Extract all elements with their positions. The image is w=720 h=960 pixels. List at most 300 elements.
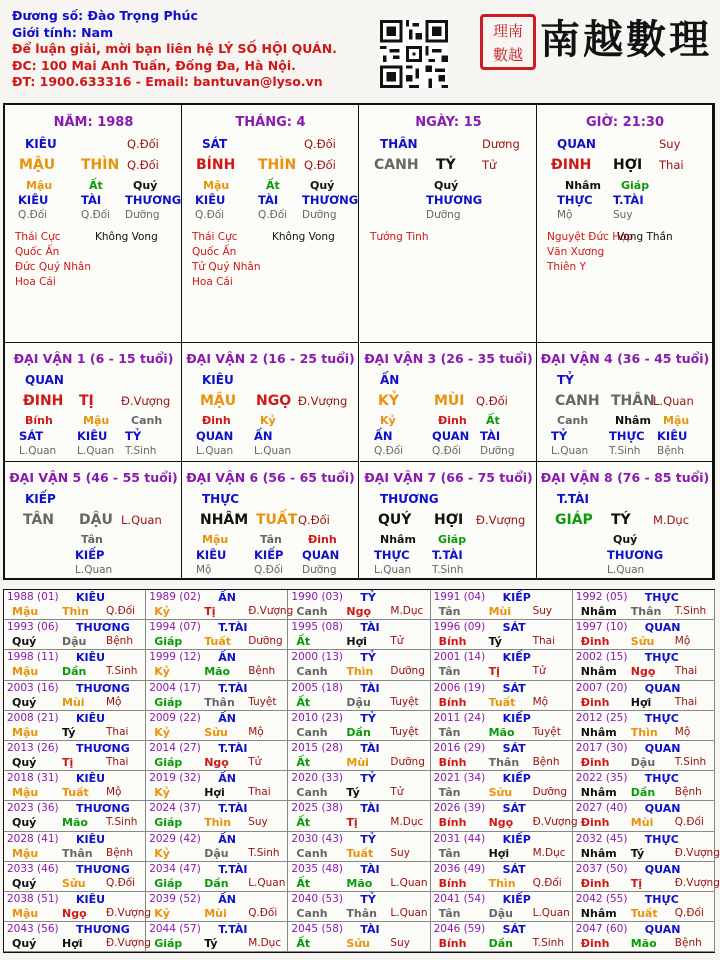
year-stem: Kỷ [154,605,170,618]
year-label: 2021 (34) [433,772,486,785]
year-stem: Canh [296,665,328,679]
year-state: Thai [106,756,129,768]
year-cell [431,711,573,741]
year-state: Tử [248,756,262,768]
hidden-god: TỶ [125,429,142,443]
year-cell [431,922,573,952]
dai-van-cell [5,462,182,580]
year-god: THƯƠNG [76,923,130,937]
dai-van-state: Q.Đối [476,394,508,408]
year-stem: Tân [438,907,461,920]
year-stem: Canh [296,786,328,800]
hidden-state: Dưỡng [426,209,461,221]
year-stem: Tân [438,605,461,618]
year-stem: Đinh [580,816,610,830]
hidden-stem: Quý [434,179,459,192]
pillar-state: Dương [482,137,520,151]
year-cell [288,892,430,922]
year-cell [146,771,288,801]
year-label: 2041 (54) [433,893,486,905]
hidden-state: Bệnh [657,445,684,457]
year-state: Tử [390,786,404,799]
hidden-state: T.Sinh [125,445,157,457]
year-branch: Ngọ [488,816,514,830]
year-state: Suy [390,846,410,859]
brand-logo: 南越數理 [540,16,712,63]
year-branch: Sửu [346,937,370,951]
year-label: 2027 (40) [575,802,628,815]
year-cell [146,590,294,620]
year-stem: Kỷ [154,725,170,739]
year-stem: Kỷ [154,907,170,920]
stem-state: Tử [482,158,497,172]
year-branch: Thìn [346,665,374,679]
year-cell [4,650,146,680]
year-branch: Hợi [62,937,83,951]
hidden-stem: Đinh [202,414,231,427]
year-cell [288,862,430,892]
pillar-title: NGÀY: 15 [415,115,482,130]
year-god: KIẾP [502,591,531,604]
annual-luck-table [3,589,720,953]
year-state: Dưỡng [390,756,425,768]
dai-van-god: KIÊU [202,373,234,387]
year-stem: Canh [296,846,328,860]
year-state: Dưỡng [248,635,283,648]
dai-van-stem: ĐINH [23,393,64,409]
year-god: THỰC [644,893,679,906]
year-state: M.Dục [532,846,566,859]
year-god: KIÊU [76,591,106,604]
hidden-state: L.Quan [374,564,412,576]
auspicious-star: Văn Xương [547,246,605,258]
year-stem: Mậu [12,605,39,618]
year-god: T.TÀI [218,742,248,755]
year-god: THƯƠNG [76,681,130,695]
year-state: M.Dục [390,605,424,617]
year-god: TỶ [360,893,376,906]
hidden-god: THƯƠNG [125,193,182,207]
year-stem: Bính [438,876,467,890]
year-stem: Bính [438,937,467,951]
year-stem: Quý [12,937,37,951]
year-stem: Nhâm [580,907,617,920]
year-cell [146,922,288,952]
year-cell [4,681,146,711]
year-god: QUAN [644,621,681,635]
hidden-stem: Canh [557,414,589,427]
year-branch: Tuất [62,786,89,800]
year-label: 1999 (12) [149,651,201,664]
hidden-god: T.TÀI [432,548,463,562]
year-label: 2044 (57) [149,923,201,936]
year-state: T.Sinh [248,846,280,859]
pillar-cell [182,105,359,343]
year-stem: Nhâm [580,725,617,739]
year-cell [431,832,573,862]
year-state: L.Quan [248,876,286,889]
hidden-stem: Quý [310,179,335,192]
year-label: 1998 (11) [7,651,59,664]
year-state: Thai [532,635,556,648]
hidden-god: THỰC [557,193,593,207]
year-cell [431,590,573,620]
year-stem: Nhâm [580,665,617,679]
year-state: Tuyệt [248,695,277,708]
year-branch: Mùi [630,816,654,830]
year-state: Tử [390,635,404,648]
hidden-god: KIÊU [77,429,108,443]
pillar-title: THÁNG: 4 [235,115,306,130]
year-cell [4,922,152,952]
dai-van-branch: NGỌ [256,393,292,409]
year-state: Suy [248,816,268,829]
year-branch: Ngọ [62,907,87,920]
year-god: QUAN [644,802,681,816]
year-cell [431,771,573,801]
year-stem: Nhâm [580,605,617,618]
auspicious-star: Tướng Tinh [370,231,429,243]
hidden-state: Q.Đối [81,209,111,221]
year-label: 2034 (47) [149,862,201,875]
hidden-stem: Tân [81,533,103,546]
year-branch: Mùi [204,907,227,920]
hidden-state: T.Sinh [432,564,464,576]
hidden-state: Dưỡng [302,564,337,576]
year-cell [573,590,715,620]
year-branch: Mùi [488,605,512,618]
year-state: Q.Đối [106,605,136,617]
year-stem: Đinh [580,756,610,769]
hidden-state: L.Quan [75,564,113,576]
dai-van-stem: GIÁP [555,512,593,528]
year-label: 2032 (45) [575,832,628,845]
year-branch: Sửu [204,725,228,739]
pillar-state: Q.Đối [127,137,159,151]
year-branch: Mão [488,725,515,739]
hidden-god: ẤN [254,429,273,443]
year-state: Mộ [674,635,691,648]
pillar-title: NĂM: 1988 [53,115,134,130]
hidden-god: SÁT [19,429,44,443]
year-state: Thai [248,786,271,799]
year-branch: Thìn [204,816,232,830]
pillar-god: THÂN [380,137,418,151]
year-label: 2035 (48) [291,862,344,875]
dai-van-title: ĐẠI VẬN 3 (26 - 35 tuổi) [364,351,533,366]
year-cell [4,620,146,650]
year-branch: Sửu [62,876,86,890]
year-label: 2013 (26) [7,742,59,754]
year-state: Q.Đối [674,816,704,829]
year-cell [431,741,573,771]
year-cell [573,741,715,771]
dai-van-state: L.Quan [653,394,694,408]
year-branch: Hợi [346,635,367,649]
year-label: 2000 (13) [291,651,344,664]
hidden-state: Mộ [557,209,573,221]
year-cell [146,892,288,922]
year-stem: Tân [438,665,461,679]
hidden-stem: Tân [260,533,282,546]
year-label: 1990 (03) [291,591,344,603]
dai-van-god: THƯƠNG [380,492,439,506]
year-stem: Giáp [154,876,183,890]
year-label: 2022 (35) [575,772,628,785]
year-god: KIÊU [76,711,106,725]
year-state: T.Sinh [674,605,707,617]
year-branch: Dần [204,876,229,890]
year-god: THƯƠNG [76,802,130,816]
auspicious-star: Hoa Cái [192,276,233,288]
year-stem: Ất [296,816,311,830]
year-branch: Tý [630,846,645,860]
year-label: 2024 (37) [149,802,201,815]
year-state: T.Sinh [674,756,707,768]
year-label: 2007 (20) [575,681,628,694]
phone-line: ĐT: 1900.633316 - Email: bantuvan@lyso.vn [12,74,323,89]
year-cell [288,650,430,680]
pillar-cell [360,105,537,343]
year-state: Bệnh [674,937,702,950]
year-label: 2003 (16) [7,681,59,694]
year-state: L.Quan [532,907,570,919]
year-branch: Thân [488,756,520,769]
earthly-branch: TÝ [436,157,456,173]
dai-van-branch: MÙI [434,393,465,409]
year-cell [431,801,578,831]
year-cell [146,711,288,741]
year-stem: Ất [296,876,311,890]
year-branch: Thìn [630,725,658,739]
year-stem: Kỷ [154,665,170,679]
year-state: Tử [532,665,546,678]
hidden-stem: Nhâm [380,533,416,546]
year-label: 2029 (42) [149,832,201,845]
auspicious-star: Tử Quý Nhân [192,261,261,273]
year-stem: Giáp [154,635,183,649]
year-state: T.Sinh [532,937,564,950]
year-god: SÁT [502,862,526,876]
hidden-state: Q.Đối [258,209,288,221]
year-stem: Kỷ [154,846,170,860]
year-stem: Quý [12,756,37,769]
year-god: KIẾP [502,893,531,906]
year-branch: Mão [630,937,657,951]
year-god: ẤN [218,711,236,725]
stem-state: Thai [659,158,684,172]
year-label: 2019 (32) [149,772,201,785]
auspicious-star: Quốc Ấn [15,246,60,258]
year-cell [146,620,288,650]
year-god: THƯƠNG [76,862,130,876]
year-label: 2031 (44) [433,832,486,845]
pillar-state: Suy [659,137,681,151]
dai-van-stem: MẬU [200,393,237,409]
auspicious-star: Nguyệt Đức Hợp [547,231,634,243]
year-cell [431,681,573,711]
year-god: KIẾP [502,772,531,786]
year-stem: Ất [296,756,311,769]
dai-van-branch: DẬU [79,512,113,528]
year-god: KIẾP [502,651,531,665]
year-cell [573,922,715,952]
year-label: 2018 (31) [7,772,59,785]
year-stem: Đinh [580,937,610,951]
hidden-god: KIÊU [196,548,227,562]
year-label: 2028 (41) [7,832,59,845]
year-label: 2039 (52) [149,893,201,905]
year-cell [431,892,573,922]
year-label: 2046 (59) [433,923,486,936]
dai-van-state: L.Quan [121,513,162,527]
year-god: THƯƠNG [76,621,130,635]
dai-van-state: Đ.Vượng [476,513,526,527]
year-branch: Hợi [630,695,652,709]
dai-van-cell [360,343,537,462]
hidden-god: QUAN [302,548,340,562]
year-god: TÀI [360,802,380,816]
year-branch: Dậu [346,695,371,709]
pillar-god: QUAN [557,137,596,151]
year-branch: Dần [488,937,513,951]
year-cell [573,620,715,650]
year-label: 2036 (49) [433,862,486,875]
year-label: 2005 (18) [291,681,344,694]
year-label: 2011 (24) [433,711,486,724]
pillar-state: Q.Đối [304,137,336,151]
year-stem: Ất [296,937,311,951]
year-stem: Tân [438,725,461,739]
year-branch: Tị [346,816,358,830]
hidden-stem: Nhâm [615,414,651,427]
year-cell [146,862,288,892]
year-god: ẤN [218,651,236,665]
hidden-state: Q.Đối [195,209,225,221]
dai-van-branch: THÂN [611,393,655,409]
year-stem: Bính [438,635,467,649]
year-label: 2037 (50) [575,862,628,875]
year-label: 2016 (29) [433,742,486,754]
gender: Giới tính: Nam [12,24,114,40]
year-branch: Dần [630,786,656,800]
year-label: 1988 (01) [7,591,59,603]
year-branch: Tị [62,756,74,769]
year-god: KIẾP [502,832,531,846]
year-label: 1992 (05) [575,591,628,603]
dai-van-god: QUAN [25,373,64,387]
year-cell [573,862,720,892]
dai-van-state: Q.Đối [298,513,330,527]
dai-van-state: Đ.Vượng [121,394,171,408]
dai-van-god: THỰC [202,492,240,506]
year-state: Bệnh [532,756,560,768]
hidden-god: QUAN [196,429,234,443]
dai-van-branch: HỢI [434,512,464,528]
year-god: THỰC [644,832,679,846]
year-cell [146,681,288,711]
hidden-god: THỰC [374,548,410,562]
dai-van-state: Đ.Vượng [298,394,348,408]
inauspicious-star: Không Vong [95,231,158,243]
hidden-state: L.Quan [607,564,645,576]
heavenly-stem: CANH [374,157,419,173]
year-cell [573,681,715,711]
hidden-stem: Canh [131,414,163,427]
year-cell [4,711,146,741]
year-god: KIÊU [76,651,106,665]
year-label: 1993 (06) [7,621,59,634]
hidden-stem: Mậu [203,179,230,192]
year-cell [146,650,288,680]
year-state: Đ.Vượng [106,907,152,919]
year-branch: Ngọ [204,756,229,769]
year-branch: Dần [346,725,371,739]
year-cell [288,832,430,862]
stem-state: Q.Đối [127,158,159,172]
owner-name: Đương số: Đào Trọng Phúc [12,8,198,23]
year-branch: Tị [488,665,500,679]
year-stem: Đinh [580,695,610,709]
year-god: T.TÀI [218,802,248,816]
year-cell [4,862,146,892]
year-cell [288,590,430,620]
year-god: ẤN [218,591,236,604]
year-god: THỰC [644,591,679,604]
year-branch: Mão [204,665,231,679]
year-stem: Quý [12,876,37,890]
dai-van-god: T.TÀI [557,492,589,506]
earthly-branch: HỢI [613,157,643,173]
year-god: ẤN [218,832,236,846]
hidden-god: THƯƠNG [607,548,664,562]
hidden-state: Q.Đối [18,209,48,221]
year-state: Đ.Vượng [674,876,720,889]
year-state: Đ.Vượng [106,937,152,950]
year-state: Mộ [248,725,264,738]
dai-van-branch: TÝ [611,512,631,528]
year-cell [573,650,715,680]
dai-van-title: ĐẠI VẬN 7 (66 - 75 tuổi) [364,470,533,485]
year-god: TÀI [360,681,380,695]
dai-van-branch: TUẤT [256,512,298,528]
year-god: TỶ [360,832,376,846]
year-branch: Tý [62,725,76,739]
year-god: KIÊU [76,772,106,786]
year-god: TỶ [360,651,376,665]
pillar-cell [537,105,713,343]
hidden-state: L.Quan [254,445,292,457]
year-god: SÁT [502,802,526,816]
year-state: Tuyệt [390,725,419,738]
year-god: ẤN [218,772,236,786]
hidden-stem: Giáp [438,533,467,546]
qr-code-icon[interactable] [380,20,448,88]
chart-header [12,8,337,91]
hidden-god: THỰC [609,429,645,443]
year-branch: Tị [630,876,643,890]
year-label: 2045 (58) [291,923,344,936]
year-cell [573,711,715,741]
year-branch: Tý [204,937,218,951]
year-label: 2015 (28) [291,742,344,754]
hidden-stem: Mậu [83,414,110,427]
year-state: Mộ [674,725,691,738]
year-cell [4,892,152,922]
dai-van-title: ĐẠI VẬN 8 (76 - 85 tuổi) [540,470,710,485]
hidden-stem: Kỷ [260,414,276,427]
year-label: 2047 (60) [575,923,628,936]
